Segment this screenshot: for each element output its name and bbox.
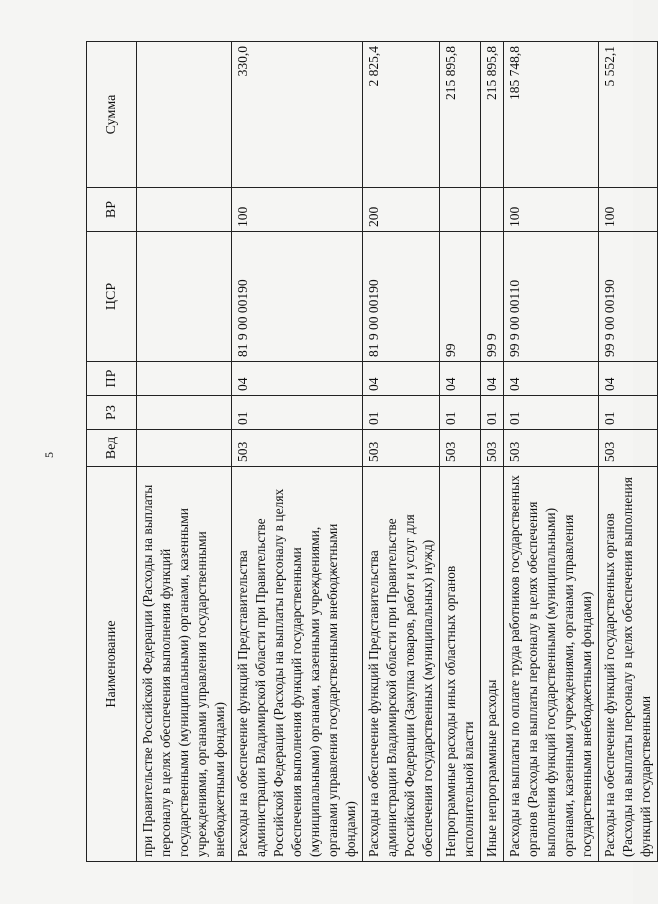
header-name: Наименование <box>87 467 137 862</box>
cell-sum: 2 825,4 <box>363 42 440 188</box>
table-header-row <box>87 42 137 862</box>
cell-ved: 503 <box>232 430 363 467</box>
cell-csr <box>137 232 232 362</box>
cell-ved <box>137 430 232 467</box>
header-rz: РЗ <box>87 396 137 430</box>
cell-name: Непрограммные расходы иных областных органов исполнительной власти <box>440 467 481 862</box>
header-sum: Сумма <box>87 42 137 188</box>
cell-sum: 330,0 <box>232 42 363 188</box>
cell-sum: 215 895,8 <box>440 42 481 188</box>
cell-sum: 185 748,8 <box>504 42 599 188</box>
cell-rz: 01 <box>481 396 504 430</box>
cell-pr: 04 <box>599 362 658 396</box>
cell-csr: 99 9 00 00190 <box>599 232 658 362</box>
cell-sum <box>137 42 232 188</box>
table-row <box>363 42 440 862</box>
cell-rz: 01 <box>232 396 363 430</box>
cell-rz: 01 <box>599 396 658 430</box>
cell-rz: 01 <box>440 396 481 430</box>
cell-rz <box>137 396 232 430</box>
cell-csr: 81 9 00 00190 <box>363 232 440 362</box>
cell-vr <box>440 188 481 232</box>
cell-name: Расходы на обеспечение функций государственных органов (Расходы на выплаты персоналу в целях обеспечения выполнения функций государственными <box>599 467 658 862</box>
cell-ved: 503 <box>481 430 504 467</box>
cell-ved: 503 <box>504 430 599 467</box>
cell-vr <box>481 188 504 232</box>
cell-name: Расходы на обеспечение функций Представительства администрации Владимирской области при Правительстве Российской Федерации (Закупка товаров, работ и услуг для обеспечения государственных (муниципальных) нужд) <box>363 467 440 862</box>
cell-name: при Правительстве Российской Федерации (Расходы на выплаты персоналу в целях обеспечения выполнения функций государственными (муниципальными) органами, казенными учреждениями, органами управления государственными внебюджетными фондами) <box>137 467 232 862</box>
header-vr: ВР <box>87 188 137 232</box>
cell-ved: 503 <box>440 430 481 467</box>
cell-sum: 215 895,8 <box>481 42 504 188</box>
header-pr: ПР <box>87 362 137 396</box>
table-row <box>481 42 504 862</box>
cell-pr <box>137 362 232 396</box>
cell-csr: 99 9 00 00110 <box>504 232 599 362</box>
header-ved: Вед <box>87 430 137 467</box>
cell-name: Расходы на обеспечение функций Представительства администрации Владимирской области при Правительстве Российской Федерации (Расходы на выплаты персоналу в целях обеспечения выполнения функций государственными (муниципальными) органами, казенными учреждениями, органами управления государственными внебюджетными фондами) <box>232 467 363 862</box>
cell-pr: 04 <box>232 362 363 396</box>
page-number: 5 <box>42 452 56 458</box>
header-csr: ЦСР <box>87 232 137 362</box>
cell-csr: 99 <box>440 232 481 362</box>
table-row <box>599 42 658 862</box>
cell-pr: 04 <box>481 362 504 396</box>
cell-vr: 100 <box>599 188 658 232</box>
cell-pr: 04 <box>363 362 440 396</box>
cell-ved: 503 <box>363 430 440 467</box>
budget-table <box>86 41 658 862</box>
table-row <box>137 42 232 862</box>
cell-pr: 04 <box>440 362 481 396</box>
cell-vr: 200 <box>363 188 440 232</box>
cell-vr <box>137 188 232 232</box>
cell-rz: 01 <box>504 396 599 430</box>
cell-vr: 100 <box>504 188 599 232</box>
cell-csr: 99 9 <box>481 232 504 362</box>
cell-pr: 04 <box>504 362 599 396</box>
cell-ved: 503 <box>599 430 658 467</box>
cell-rz: 01 <box>363 396 440 430</box>
cell-name: Расходы на выплаты по оплате труда работников государственных органов (Расходы на выплаты персоналу в целях обеспечения выполнения функций государственными (муниципальными) органами, казенными учреждениями, органами управления государственными внебюджетными фондами) <box>504 467 599 862</box>
cell-csr: 81 9 00 00190 <box>232 232 363 362</box>
cell-sum: 5 552,1 <box>599 42 658 188</box>
table-row <box>440 42 481 862</box>
budget-table-rotated <box>86 42 653 862</box>
table-row <box>504 42 599 862</box>
table-row <box>232 42 363 862</box>
cell-vr: 100 <box>232 188 363 232</box>
cell-name: Иные непрограммные расходы <box>481 467 504 862</box>
